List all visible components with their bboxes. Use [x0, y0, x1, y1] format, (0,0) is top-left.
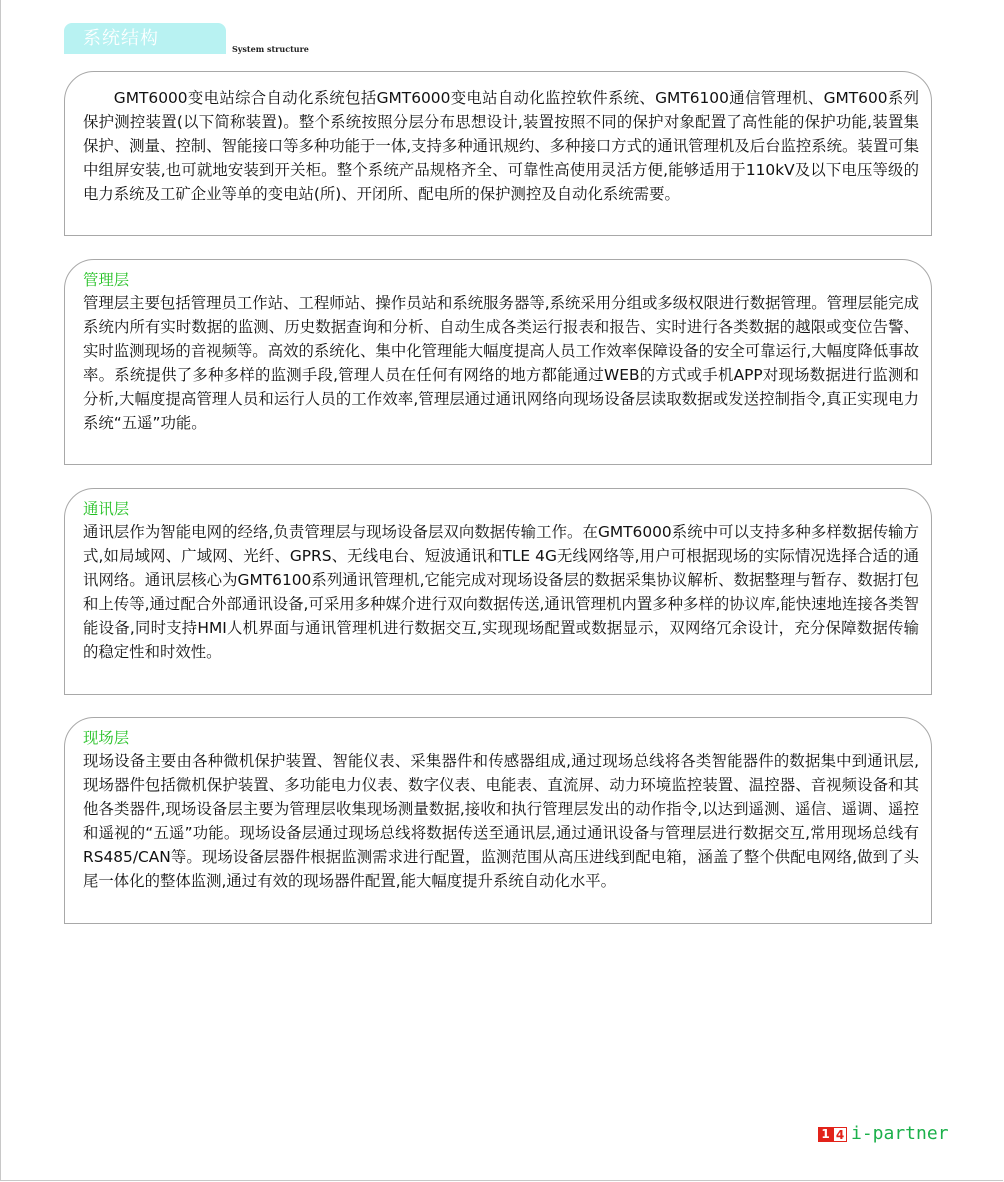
intro-paragraph: GMT6000变电站综合自动化系统包括GMT6000变电站自动化监控软件系统、GMT6100通信管理机、GMT600系列保护测控装置(以下简称装置)。整个系统按照分层分布思想设计,装置按照不同的保护对象配置了高性能的保护功能,装置集保护、测量、控制、智能接口等多种功能于一体,支持多种通讯规约、多种接口方式的通讯管理机及后台监控系统。装置可集中组屏安装,也可就地安装到开关柜。整个系统产品规格齐全、可靠性高使用灵活方便,能够适用于110kV及以下电压等级的电力系统及工矿企业等单的变电站(所)、开闭所、配电所的保护测控及自动化系统需要。: [83, 89, 919, 203]
section-title-management: 管理层: [83, 271, 130, 289]
section-title-field: 现场层: [83, 729, 130, 747]
communication-layer-box: [64, 488, 932, 695]
page-subtitle: System structure: [232, 44, 309, 54]
section-text-communication: 通讯层作为智能电网的经络,负责管理层与现场设备层双向数据传输工作。在GMT6000系统中可以支持多种多样数据传输方式,如局域网、广域网、光纤、GPRS、无线电台、短波通讯和TLE 4G无线网络等,用户可根据现场的实际情况选择合适的通讯网络。通讯层核心为GMT6100系列通讯管理机,它能完成对现场设备层的数据采集协议解析、数据整理与暂存、数据打包和上传等,通过配合外部通讯设备,可采用多种媒介进行双向数据传送,通讯管理机内置多种多样的协议库,能快速地连接各类智能设备,同时支持HMI人机界面与通讯管理机进行数据交互,实现现场配置或数据显示，双网络冗余设计，充分保障数据传输的稳定性和时效性。: [83, 523, 919, 661]
page-number-digit: 1: [818, 1127, 833, 1142]
page-footer: [818, 1124, 949, 1144]
section-text-field: 现场设备主要由各种微机保护装置、智能仪表、采集器件和传感器组成,通过现场总线将各类智能器件的数据集中到通讯层,现场器件包括微机保护装置、多功能电力仪表、数字仪表、电能表、直流屏、动力环境监控装置、温控器、音视频设备和其他各类器件,现场设备层主要为管理层收集现场测量数据,接收和执行管理层发出的动作指令,以达到遥测、遥信、遥调、遥控和遥视的“五遥”功能。现场设备层通过现场总线将数据传送至通讯层,通过通讯设备与管理层进行数据交互,常用现场总线有RS485/CAN等。现场设备层器件根据监测需求进行配置，监测范围从高压进线到配电箱，涵盖了整个供配电网络,做到了头尾一体化的整体监测,通过有效的现场器件配置,能大幅度提升系统自动化水平。: [83, 752, 919, 890]
section-title-communication: 通讯层: [83, 500, 130, 518]
page-number: [818, 1127, 847, 1142]
section-text-management: 管理层主要包括管理员工作站、工程师站、操作员站和系统服务器等,系统采用分组或多级权限进行数据管理。管理层能完成系统内所有实时数据的监测、历史数据查询和分析、自动生成各类运行报表和报告、实时进行各类数据的越限或变位告警、实时监测现场的音视频等。高效的系统化、集中化管理能大幅度提高人员工作效率保障设备的安全可靠运行,大幅度降低事故率。系统提供了多种多样的监测手段,管理人员在任何有网络的地方都能通过WEB的方式或手机APP对现场数据进行监测和分析,大幅度提高管理人员和运行人员的工作效率,管理层通过通讯网络向现场设备层读取数据或发送控制指令,真正实现电力系统“五遥”功能。: [83, 294, 919, 432]
page-number-digit: 4: [833, 1127, 847, 1142]
intro-box: [64, 71, 932, 236]
page-title: 系统结构: [83, 28, 159, 49]
management-layer-box: [64, 259, 932, 465]
field-layer-box: [64, 717, 932, 924]
brand-logo: i-partner: [851, 1123, 949, 1144]
